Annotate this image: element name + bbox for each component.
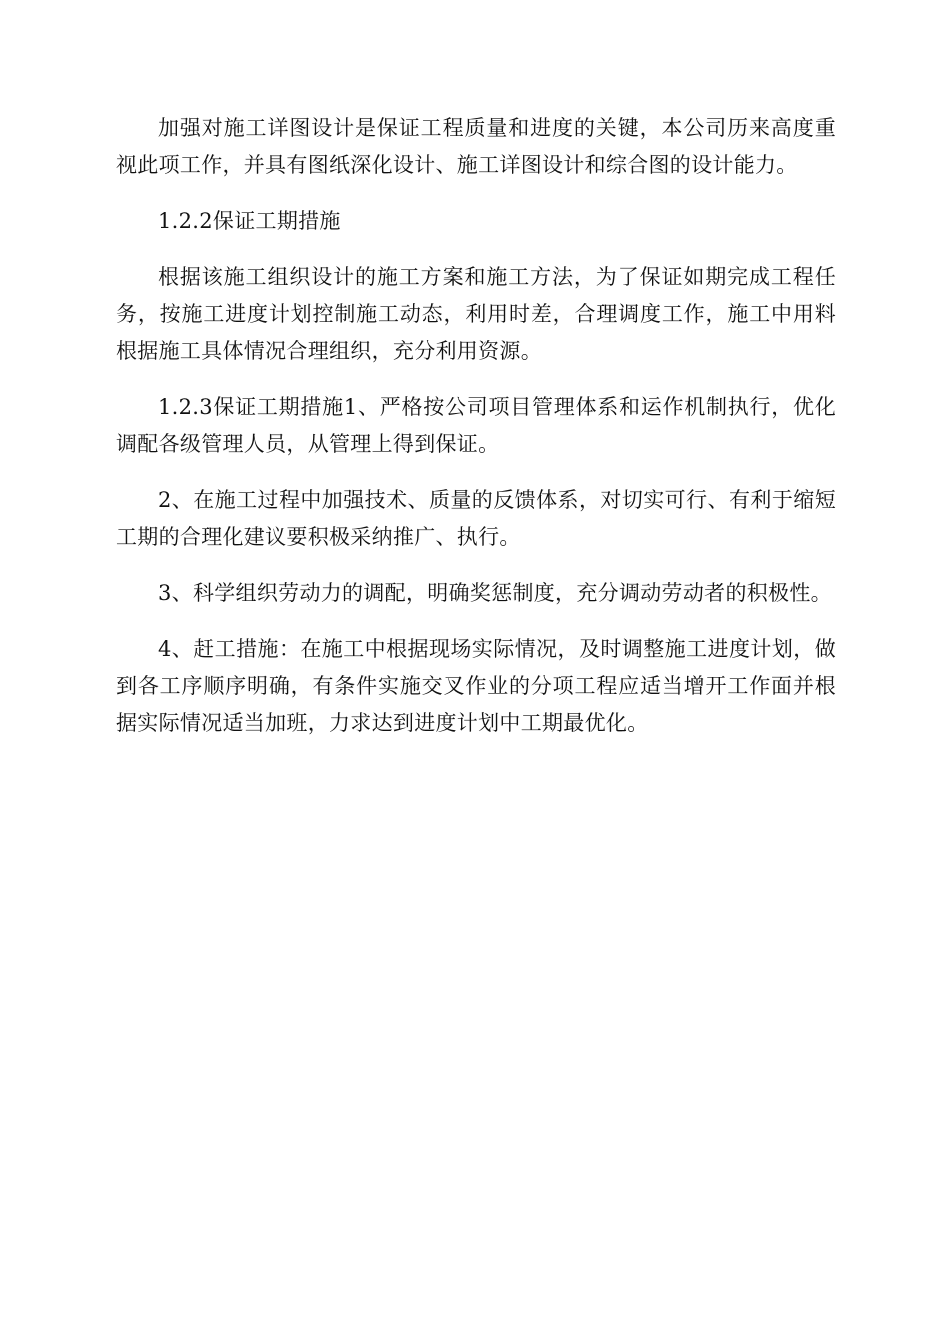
document-body — [116, 110, 836, 761]
paragraph-design-detail: 加强对施工详图设计是保证工程质量和进度的关键，本公司历来高度重视此项工作，并具有图纸深化设计、施工详图设计和综合图的设计能力。 — [116, 116, 836, 177]
paragraph-measure-4: 4、赶工措施：在施工中根据现场实际情况，及时调整施工进度计划，做到各工序顺序明确，有条件实施交叉作业的分项工程应适当增开工作面并根据实际情况适当加班，力求达到进度计划中工期最优化。 — [116, 637, 836, 735]
section-heading-1-2-2: 1.2.2保证工期措施 — [158, 209, 341, 233]
paragraph-measure-3: 3、科学组织劳动力的调配，明确奖惩制度，充分调动劳动者的积极性。 — [158, 581, 832, 605]
paragraph-measure-2: 2、在施工过程中加强技术、质量的反馈体系，对切实可行、有利于缩短工期的合理化建议要积极采纳推广、执行。 — [116, 488, 836, 549]
paragraph-schedule-plan: 根据该施工组织设计的施工方案和施工方法，为了保证如期完成工程任务，按施工进度计划控制施工动态，利用时差，合理调度工作，施工中用料根据施工具体情况合理组织，充分利用资源。 — [116, 265, 836, 363]
paragraph-1-2-3-measure-1: 1.2.3保证工期措施1、严格按公司项目管理体系和运作机制执行，优化调配各级管理人员，从管理上得到保证。 — [116, 395, 836, 456]
